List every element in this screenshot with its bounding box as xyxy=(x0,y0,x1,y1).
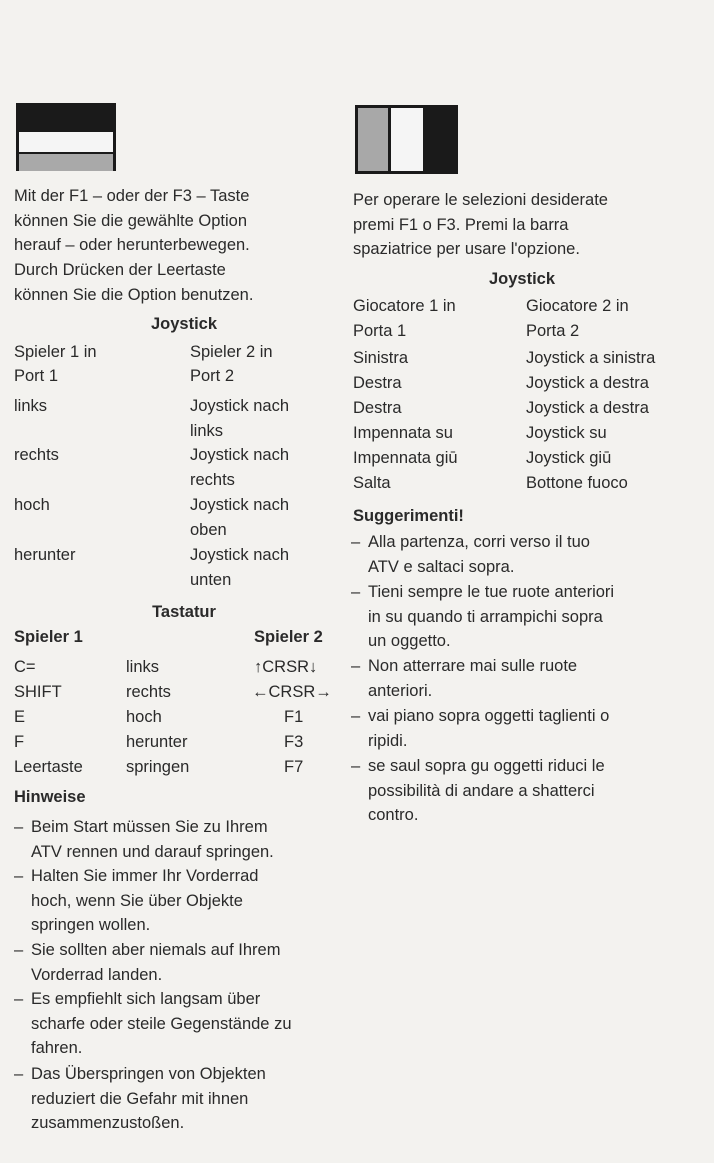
italian-intro: Per operare le selezioni desiderate premi F1 o F3. Premi la barra spaziatrice per usare l'opzione. xyxy=(353,191,608,259)
table-row: herunter Joystick nach unten xyxy=(14,546,290,589)
german-hints-heading: Hinweise xyxy=(14,788,86,806)
german-intro: Mit der F1 – oder der F3 – Taste können Sie die gewählte Option herauf – oder herunterbewegen. Durch Drücken der Leertaste können Sie die Option benutzen. xyxy=(14,187,254,304)
table-row: F herunter F3 xyxy=(14,733,304,751)
german-player2-label: Spieler 2 xyxy=(254,628,323,646)
italian-hints-heading: Suggerimenti! xyxy=(353,507,464,525)
table-row: Spieler 1 in Spieler 2 in xyxy=(14,343,273,361)
table-row: Destra Joystick a destra xyxy=(353,399,649,417)
table-row: Impennata giū Joystick giū xyxy=(353,449,612,467)
table-row: Impennata su Joystick su xyxy=(353,424,607,442)
table-row: Leertaste springen F7 xyxy=(14,758,304,776)
table-row: hoch Joystick nach oben xyxy=(14,496,290,539)
table-row: Destra Joystick a destra xyxy=(353,374,649,392)
german-player1-label: Spieler 1 xyxy=(14,628,83,646)
italian-joystick-heading: Joystick xyxy=(488,270,556,288)
table-row: Giocatore 1 in Giocatore 2 in xyxy=(353,297,629,315)
table-row: Sinistra Joystick a sinistra xyxy=(353,349,656,367)
table-row: Salta Bottone fuoco xyxy=(353,474,628,492)
table-row: Port 1 Port 2 xyxy=(14,367,235,385)
table-row: E hoch F1 xyxy=(14,708,304,726)
table-row: Porta 1 Porta 2 xyxy=(353,322,580,340)
german-keyboard-heading: Tastatur xyxy=(152,603,216,621)
italian-flag-icon xyxy=(355,105,458,174)
table-row: SHIFT rechts ←CRSR→ xyxy=(14,683,332,701)
german-joystick-heading: Joystick xyxy=(150,315,218,333)
table-row: rechts Joystick nach rechts xyxy=(14,446,290,489)
german-flag-icon xyxy=(16,103,116,171)
table-row: links Joystick nach links xyxy=(14,397,290,440)
table-row: C= links ↑CRSR↓ xyxy=(14,658,318,676)
